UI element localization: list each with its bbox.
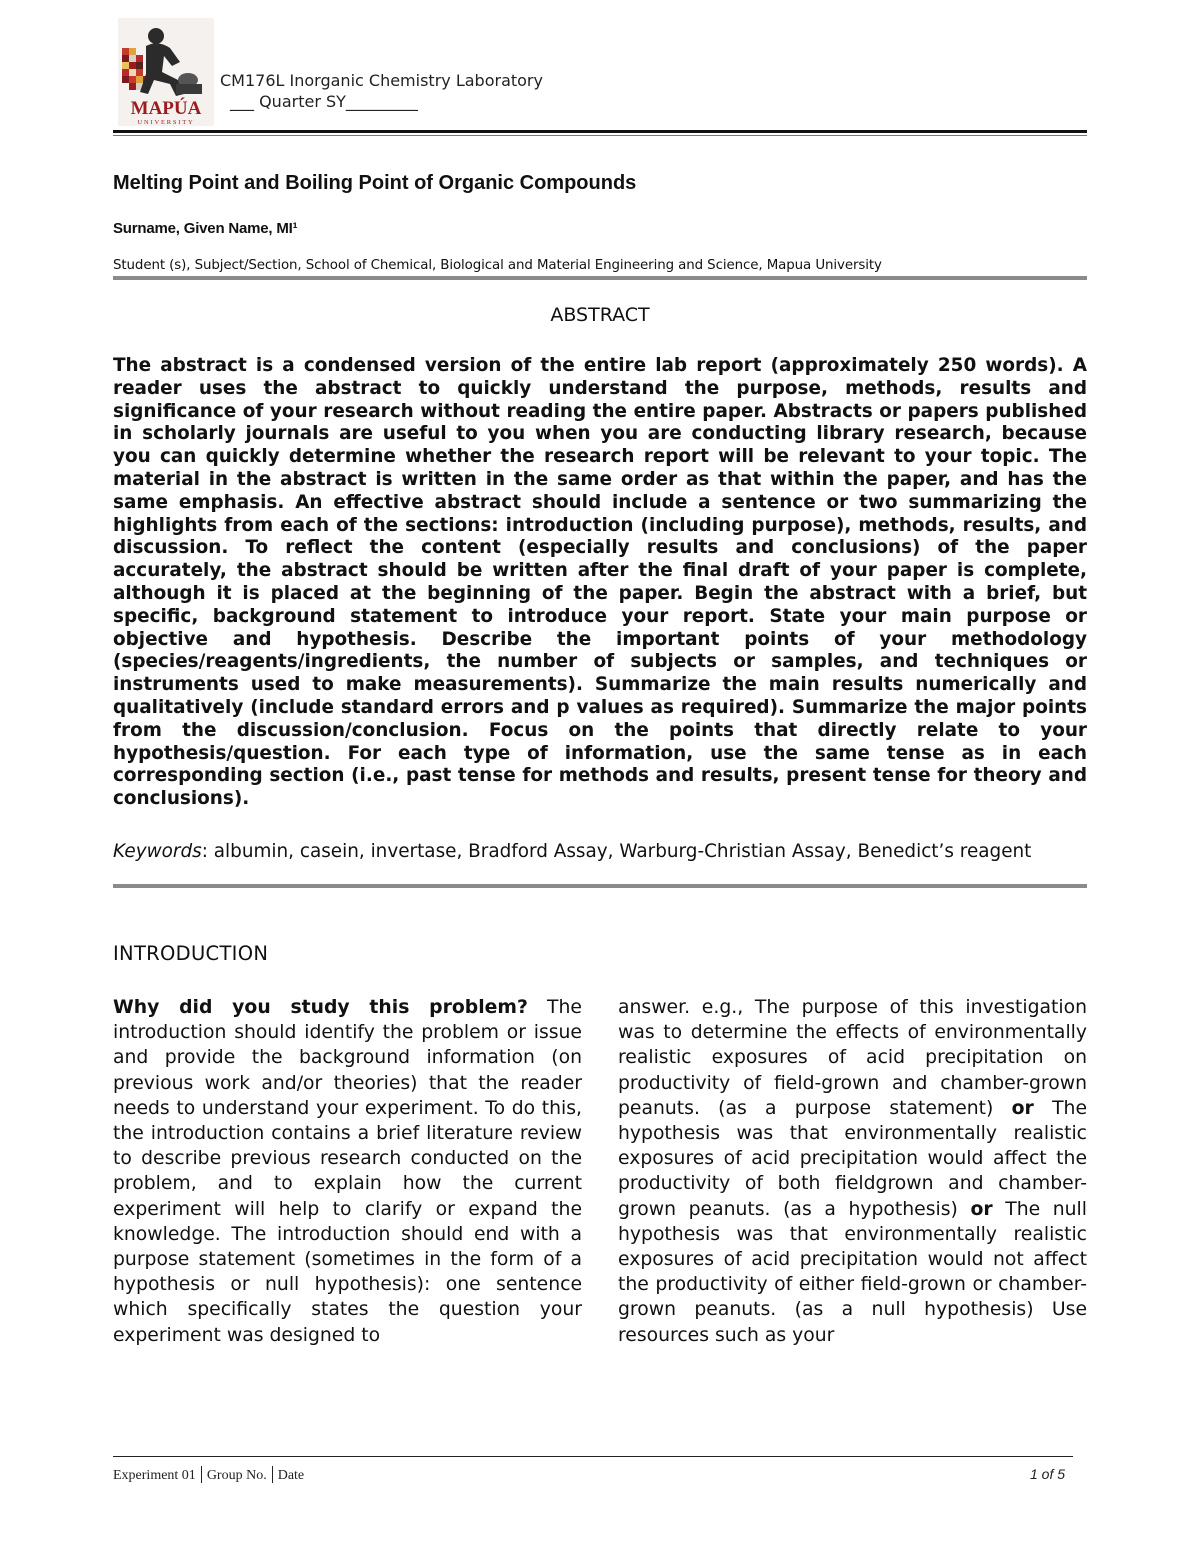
or-connector-2: or bbox=[970, 1198, 993, 1220]
introduction-left-column bbox=[113, 995, 582, 1348]
introduction-right-text-2: The hypothesis was that environmentally realistic exposures of acid precipitation would affect the productivity of both fieldgrown and chamber-grown peanuts. (as a hypothesis) bbox=[618, 1097, 1087, 1220]
or-connector-1: or bbox=[1011, 1097, 1034, 1119]
footer-separator bbox=[201, 1466, 202, 1483]
footer-group: Group No. bbox=[206, 1468, 267, 1483]
mapua-logo bbox=[118, 18, 214, 126]
course-title: CM176L Inorganic Chemistry Laboratory bbox=[220, 71, 543, 90]
abstract-bottom-rule bbox=[113, 884, 1087, 888]
paper-title: Melting Point and Boiling Point of Organic Compounds bbox=[113, 172, 637, 194]
footer-experiment: Experiment 01 bbox=[113, 1468, 196, 1483]
affiliation-line: Student (s), Subject/Section, School of Chemical, Biological and Material Engineering and Science, Mapua University bbox=[113, 258, 882, 273]
keywords-label: Keywords bbox=[113, 841, 202, 862]
keywords-line bbox=[113, 840, 1043, 863]
header-rule bbox=[113, 130, 1087, 133]
footer-separator bbox=[272, 1466, 273, 1483]
introduction-right-text-1: answer. e.g., The purpose of this investigation was to determine the effects of environmentally realistic exposures of acid precipitation on productivity of field-grown and chamber-grown peanuts. (as a purpose statement) bbox=[618, 997, 1087, 1119]
abstract-body: The abstract is a condensed version of the entire lab report (approximately 250 words). A reader uses the abstract to quickly understand the purpose, methods, results and significance of your research without reading the entire paper. Abstracts or papers published in scholarly journals are useful to you when you are conducting library research, because you can quickly determine whether the research report will be relevant to your topic. The material in the abstract is written in the same order as that within the paper, and has the same emphasis. An effective abstract should include a sentence or two summarizing the highlights from each of the sections: introduction (including purpose), methods, results, and discussion. To reflect the content (especially results and conclusions) of the paper accurately, the abstract should be written after the final draft of your paper is complete, although it is placed at the beginning of the paper. Begin the abstract with a brief, but specific, background statement to introduce your report. State your main purpose or objective and hypothesis. Describe the important points of your methodology (species/reagents/ingredients, the number of subjects or samples, and techniques or instruments used to make measurements). Summarize the main results numerically and qualitatively (include standard errors and p values as required). Summarize the major points from the discussion/conclusion. Focus on the points that directly relate to your hypothesis/question. For each type of information, use the same tense as in each corresponding section (i.e., past tense for methods and results, present tense for theory and conclusions). bbox=[113, 355, 1087, 810]
footer-date: Date bbox=[277, 1468, 305, 1483]
footer-left bbox=[113, 1466, 304, 1484]
abstract-heading: ABSTRACT bbox=[550, 304, 650, 326]
introduction-right-text-3: The null hypothesis was that environmentally realistic exposures of acid precipitation would not affect the productivity of either field-grown or chamber-grown peanuts. (as a null hypothesis) Use resources such as your bbox=[618, 1198, 1087, 1346]
logo-wordmark: MAPÚA bbox=[130, 98, 202, 119]
header-rule-thin bbox=[113, 135, 1087, 136]
introduction-heading: INTRODUCTION bbox=[113, 942, 269, 965]
footer-rule bbox=[113, 1456, 1073, 1457]
keywords-text: : albumin, casein, invertase, Bradford Assay, Warburg-Christian Assay, Benedict’s reagent bbox=[201, 841, 1032, 862]
introduction-lead-question: Why did you study this problem? bbox=[113, 997, 528, 1018]
page-number: 1 of 5 bbox=[1030, 1466, 1066, 1482]
logo-subtext: UNIVERSITY bbox=[137, 119, 195, 126]
introduction-right-column bbox=[618, 995, 1087, 1348]
author-line: Surname, Given Name, MI¹ bbox=[113, 220, 298, 237]
quarter-line: ___ Quarter SY_________ bbox=[230, 92, 418, 111]
introduction-left-text: The introduction should identify the problem or issue and provide the background information (on previous work and/or theories) that the reader needs to understand your experiment. To do this, the introduction contains a brief literature review to describe previous research conducted on the problem, and to explain how the current experiment will help to clarify or expand the knowledge. The introduction should end with a purpose statement (sometimes in the form of a hypothesis or null hypothesis): one sentence which specifically states the question your experiment was designed to bbox=[113, 997, 582, 1346]
abstract-top-rule bbox=[113, 276, 1087, 280]
